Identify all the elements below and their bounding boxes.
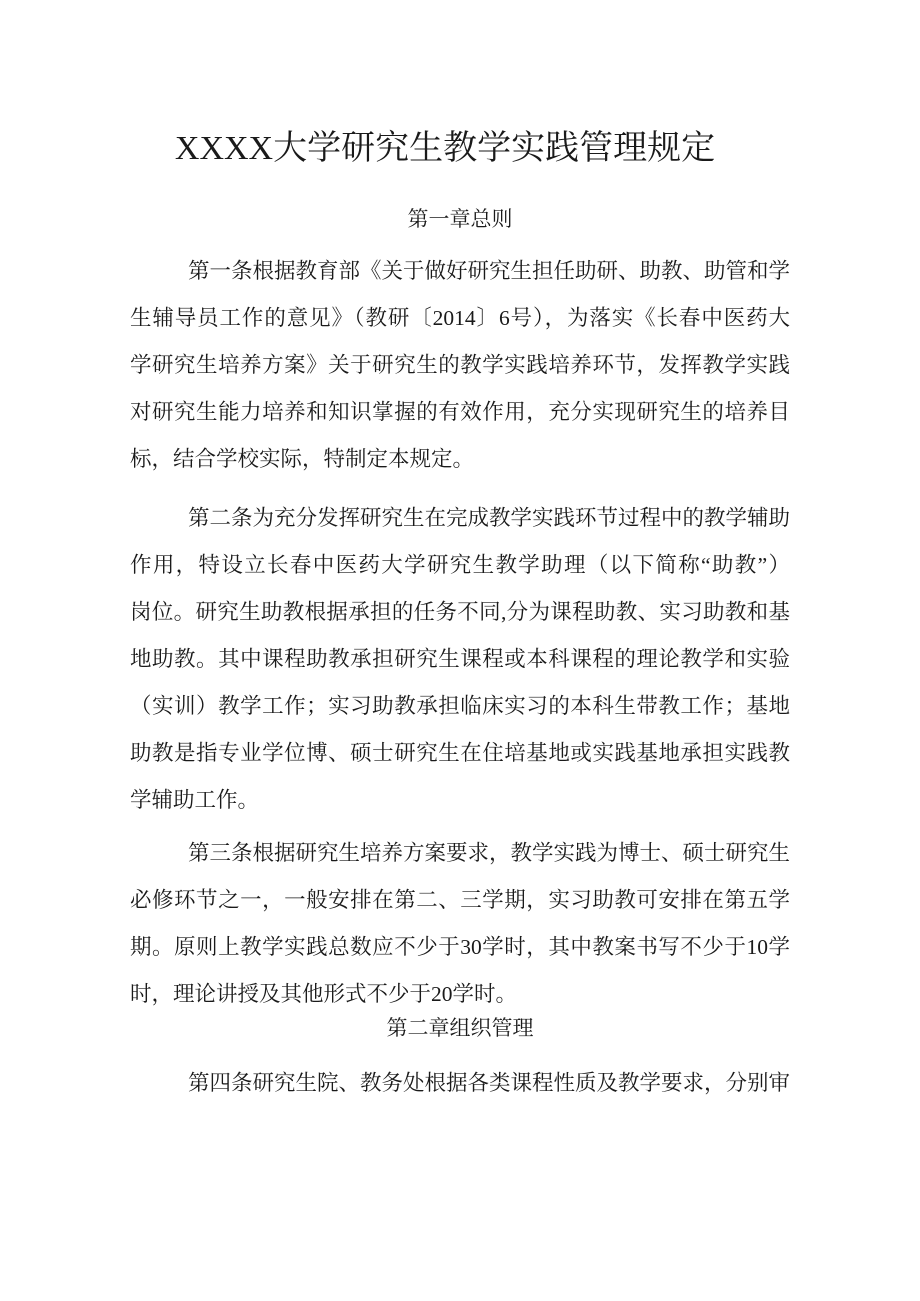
chapter-heading-1: 第一章总则 <box>407 207 513 231</box>
paragraph-line: 生辅导员工作的意见》（教研〔2014〕6号），为落实《长春中医药大 <box>130 306 790 330</box>
article-3 <box>130 840 790 1028</box>
paragraph-line: 第三条根据研究生培养方案要求，教学实践为博士、硕士研究生 <box>188 841 791 865</box>
paragraph-line: 第二条为充分发挥研究生在完成教学实践环节过程中的教学辅助 <box>188 506 791 530</box>
paragraph-line: 对研究生能力培养和知识掌握的有效作用，充分实现研究生的培养目 <box>130 400 790 424</box>
paragraph-line: 地助教。其中课程助教承担研究生课程或本科课程的理论教学和实验 <box>130 647 790 671</box>
paragraph-line: 作用，特设立长春中医药大学研究生教学助理（以下简称“助教”） <box>130 553 790 577</box>
paragraph-line: 学辅助工作。 <box>130 788 260 812</box>
document-title: XXXX大学研究生教学实践管理规定 <box>174 130 716 167</box>
article-2 <box>130 505 790 834</box>
paragraph-line: 标，结合学校实际，特制定本规定。 <box>130 447 475 471</box>
article-1 <box>130 258 790 493</box>
paragraph-line: 期。原则上教学实践总数应不少于30学时，其中教案书写不少于10学 <box>130 935 790 959</box>
paragraph-line: 第一条根据教育部《关于做好研究生担任助研、助教、助管和学 <box>188 259 791 283</box>
article-4 <box>130 1070 790 1117</box>
paragraph-line: （实训）教学工作；实习助教承担临床实习的本科生带教工作；基地 <box>130 694 790 718</box>
paragraph-line: 学研究生培养方案》关于研究生的教学实践培养环节，发挥教学实践 <box>130 353 790 377</box>
chapter-heading-2: 第二章组织管理 <box>386 1016 534 1040</box>
paragraph-line: 第四条研究生院、教务处根据各类课程性质及教学要求，分别审 <box>188 1071 791 1095</box>
paragraph-line: 岗位。研究生助教根据承担的任务不同,分为课程助教、实习助教和基 <box>130 600 790 624</box>
paragraph-line: 时，理论讲授及其他形式不少于20学时。 <box>130 982 518 1006</box>
paragraph-line: 助教是指专业学位博、硕士研究生在住培基地或实践基地承担实践教 <box>130 741 790 765</box>
paragraph-line: 必修环节之一，一般安排在第二、三学期，实习助教可安排在第五学 <box>130 888 790 912</box>
